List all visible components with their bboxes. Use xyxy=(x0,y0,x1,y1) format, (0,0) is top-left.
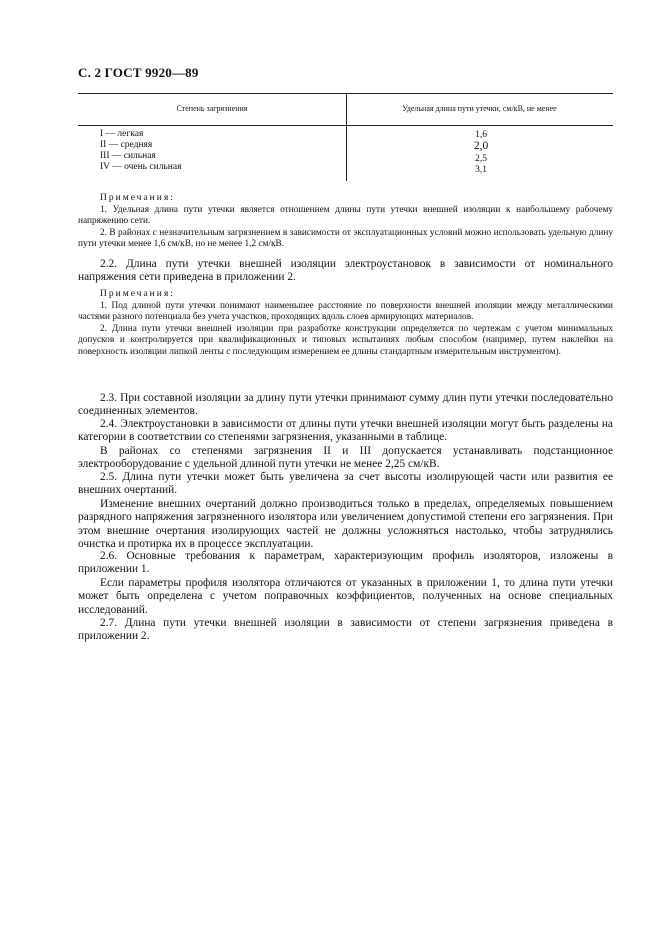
notes-heading: Примечания: xyxy=(100,193,175,203)
note-item: 2. Длина пути утечки внешней изоляции при разработке конструкции определяется по чертежам с учетом минимальных допусков и контролируется при квалификационных и типовых испытаниях любым способом (например, путем наклейки на поверхность изоляции липкой ленты с последующим измерением ее длины стандартным измерительным инструментом). xyxy=(78,323,613,357)
notes-block-2 xyxy=(78,289,613,358)
page-header: С. 2 ГОСТ 9920—89 xyxy=(78,65,199,80)
note-item: 2. В районах с незначительным загрязнением в зависимости от эксплуатационных условий можно использовать удельную длину пути утечки менее 1,6 см/кВ, но не менее 1,2 см/кВ. xyxy=(78,227,613,249)
table-row-level: I — легкая xyxy=(100,129,144,139)
table-row-level: IV — очень сильная xyxy=(100,162,182,172)
paragraph-2-6: 2.6. Основные требования к параметрам, характеризующим профиль изоляторов, изложены в приложении 1. xyxy=(78,550,613,576)
table-row-value: 1,6 xyxy=(475,130,487,140)
paragraph-2-2: 2.2. Длина пути утечки внешней изоляции электроустановок в зависимости от номинального напряжения сети приведена в приложении 2. xyxy=(78,258,613,284)
paragraph-2-5: 2.5. Длина пути утечки может быть увеличена за счет высоты изолирующей части или развития ее внешних очертаний. xyxy=(78,471,613,497)
notes-heading: Примечания: xyxy=(100,289,175,299)
table-row-value: 3,1 xyxy=(475,165,487,175)
table-row-value: 2,5 xyxy=(475,154,487,164)
notes-block-1 xyxy=(78,193,613,251)
table-header-level: Степень загрязнения xyxy=(176,104,248,113)
paragraph-2-6-cont: Если параметры профиля изолятора отличаются от указанных в приложении 1, то длина пути утечки может быть определена с учетом поправочных коэффициентов, полученных на основе специальных исследований. xyxy=(78,577,613,616)
table-row-level: II — средняя xyxy=(100,140,153,150)
note-item: 1. Удельная длина пути утечки является отношением длины пути утечки внешней изоляции к наибольшему рабочему напряжению сети. xyxy=(78,204,613,226)
paragraph-2-5-cont: Изменение внешних очертаний должно производиться только в пределах, определяемых повышением разрядного напряжения загрязненного изолятора или увеличением допустимой степени его загрязнения. При этом внешние очертания изолирующих частей не должны усложняться настолько, чтобы затруднялись очистка и протирка их в процессе эксплуатации. xyxy=(78,498,613,550)
table-row-level: III — сильная xyxy=(100,151,156,161)
paragraph-2-3: 2.3. При составной изоляции за длину пути утечки принимают сумму длин пути утечки последовательно соединенных элементов. xyxy=(78,392,613,418)
table-header-creepage: Удельная длина пути утечки, см/кВ, не менее xyxy=(402,104,557,113)
paragraph-2-4: 2.4. Электроустановки в зависимости от длины пути утечки внешней изоляции могут быть разделены на категории в соответствии со степенями загрязнения, указанными в таблице. xyxy=(78,418,613,444)
note-item: 1. Под длиной пути утечки понимают наименьшее расстояние по поверхности внешней изоляции между металлическими частями разного потенциала без учета участков, проходящих вдоль слоев армирующих материалов. xyxy=(78,300,613,322)
paragraph-2-4-cont: В районах со степенями загрязнения II и III допускается устанавливать подстанционное электрооборудование с удельной длиной пути утечки не менее 2,25 см/кВ. xyxy=(78,445,613,471)
pollution-table xyxy=(78,93,613,181)
paragraph-2-7: 2.7. Длина пути утечки внешней изоляции в зависимости от степени загрязнения приведена в приложении 2. xyxy=(78,617,613,643)
table-row-value: 2,0 xyxy=(473,140,489,152)
